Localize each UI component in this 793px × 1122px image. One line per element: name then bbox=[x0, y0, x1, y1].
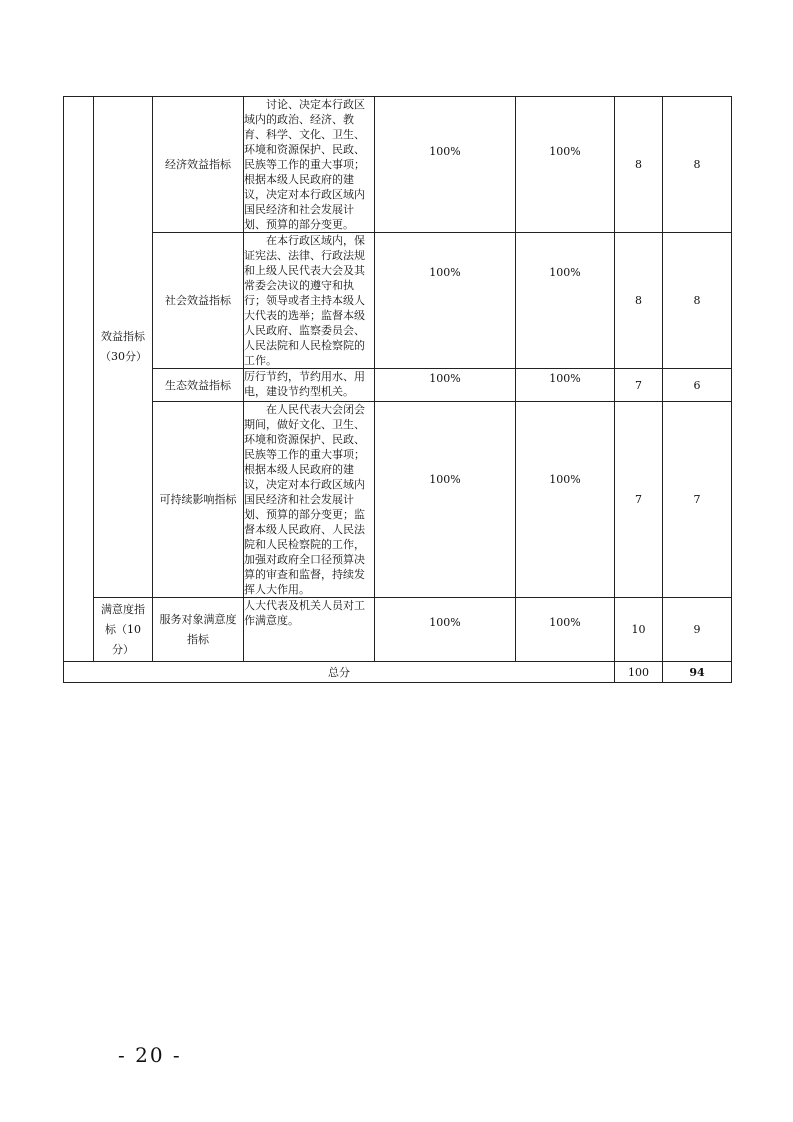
total-row bbox=[64, 662, 732, 683]
score-value: 6 bbox=[663, 369, 732, 402]
description-cell: 讨论、决定本行政区域内的政治、经济、教育、科学、文化、卫生、环境和资源保护、民政、民族等工作的重大事项；根据本级人民政府的建议，决定对本行政区域内国民经济和社会发展计划、预算的部分变更。 bbox=[244, 97, 375, 233]
total-label: 总分 bbox=[64, 662, 615, 683]
total-weight: 100 bbox=[615, 662, 663, 683]
outer-category-cell bbox=[64, 97, 94, 662]
table-row bbox=[64, 97, 732, 233]
page-number: - 20 - bbox=[118, 1043, 182, 1067]
table-row bbox=[64, 233, 732, 369]
indicator-label: 社会效益指标 bbox=[165, 294, 231, 307]
score-value: 8 bbox=[663, 233, 732, 369]
indicator-cell bbox=[153, 97, 244, 233]
indicator-cell bbox=[153, 233, 244, 369]
table-row bbox=[64, 369, 732, 402]
table-row bbox=[64, 402, 732, 598]
indicator-label: 服务对象满意度指标 bbox=[159, 612, 237, 646]
actual-value: 100% bbox=[516, 369, 615, 402]
indicator-cell bbox=[153, 598, 244, 662]
weight-value: 7 bbox=[615, 369, 663, 402]
indicator-label: 可持续影响指标 bbox=[159, 492, 237, 506]
group-effect-label: 效益指标（30分） bbox=[100, 330, 147, 363]
group-satisfaction-cell bbox=[94, 598, 153, 662]
group-satisfaction-label: 满意度指标（10分） bbox=[101, 602, 145, 656]
actual-value: 100% bbox=[516, 233, 615, 369]
weight-value: 8 bbox=[615, 233, 663, 369]
total-score: 94 bbox=[663, 662, 732, 683]
weight-value: 10 bbox=[615, 598, 663, 662]
weight-value: 7 bbox=[615, 402, 663, 598]
indicator-label: 经济效益指标 bbox=[165, 158, 231, 171]
score-value: 7 bbox=[663, 402, 732, 598]
actual-value: 100% bbox=[516, 97, 615, 233]
target-value: 100% bbox=[375, 598, 516, 662]
target-value: 100% bbox=[375, 97, 516, 233]
score-value: 8 bbox=[663, 97, 732, 233]
target-value: 100% bbox=[375, 369, 516, 402]
weight-value: 8 bbox=[615, 97, 663, 233]
actual-value: 100% bbox=[516, 598, 615, 662]
target-value: 100% bbox=[375, 402, 516, 598]
indicator-cell bbox=[153, 369, 244, 402]
score-value: 9 bbox=[663, 598, 732, 662]
indicator-label: 生态效益指标 bbox=[165, 378, 231, 392]
target-value: 100% bbox=[375, 233, 516, 369]
actual-value: 100% bbox=[516, 402, 615, 598]
description-cell: 在本行政区域内，保证宪法、法律、行政法规和上级人民代表大会及其常委会决议的遵守和执行；领导或者主持本级人大代表的选举；监督本级人民政府、监察委员会、人民法院和人民检察院的工作。 bbox=[244, 233, 375, 369]
description-cell: 人大代表及机关人员对工作满意度。 bbox=[244, 598, 375, 662]
indicator-cell bbox=[153, 402, 244, 598]
description-cell: 厉行节约，节约用水、用电，建设节约型机关。 bbox=[244, 369, 375, 402]
table-row bbox=[64, 598, 732, 662]
description-cell: 在人民代表大会闭会期间，做好文化、卫生、环境和资源保护、民政、民族等工作的重大事项；根据本级人民政府的建议，决定对本行政区域内国民经济和社会发展计划、预算的部分变更；监督本级人民政府、人民法院和人民检察院的工作，加强对政府全口径预算决算的审查和监督，持续发挥人大作用。 bbox=[244, 402, 375, 598]
performance-table bbox=[63, 96, 732, 683]
group-effect-cell bbox=[94, 97, 153, 598]
